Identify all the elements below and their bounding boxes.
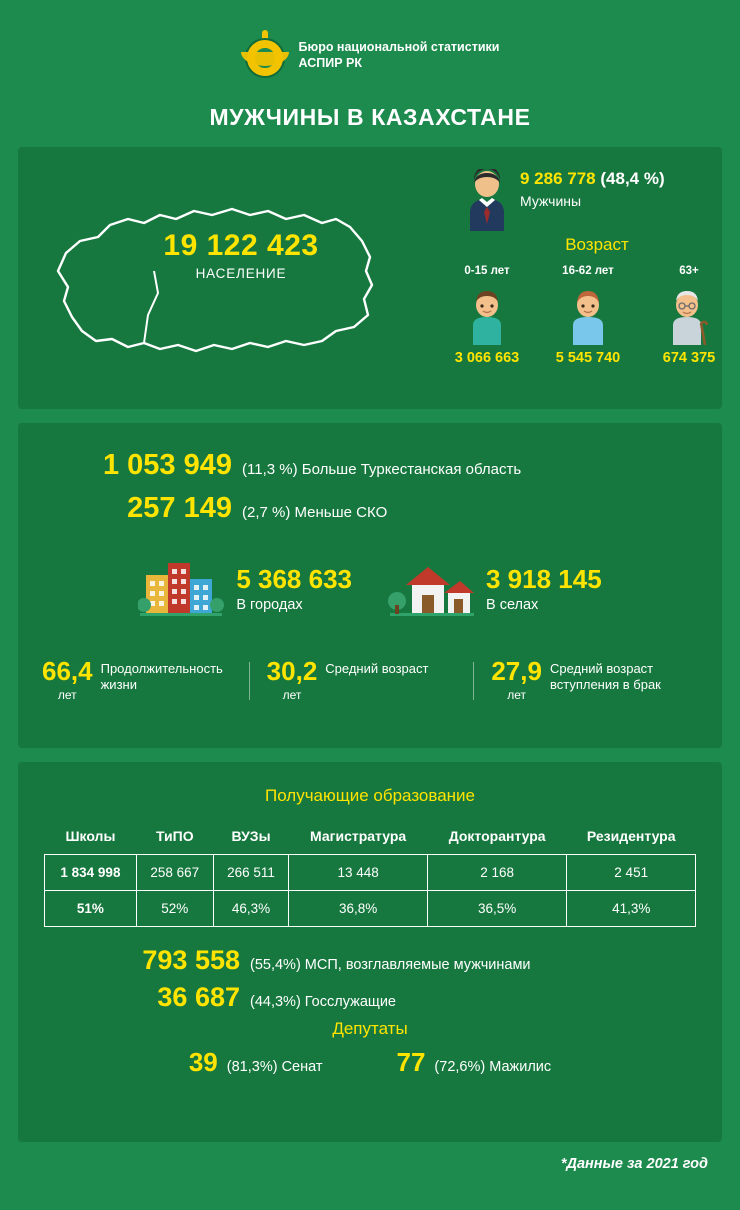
msp-text: (55,4%) МСП, возглавляемые мужчинами [250,957,531,973]
age-group-label: 16-62 лет [562,265,614,277]
table-row [45,891,696,927]
settlement-city [138,553,352,624]
settlement-village [388,553,602,624]
population-panel [18,147,722,409]
settlement-breakdown [18,553,722,624]
cell-tipo-share: 52% [136,891,213,927]
organization-line-2: АСПИР РК [298,56,363,70]
age-group-senior [640,265,738,366]
region-less-number: 257 149 [127,492,232,524]
city-label: В городах [236,597,303,613]
life-expectancy-value: 66,4 [42,656,93,686]
median-age-unit: лет [282,688,302,702]
age-group-young [438,265,536,366]
men-count: 9 286 778 [520,169,596,188]
men-figures [520,169,665,209]
education-panel [18,762,722,1142]
region-less-text: (2,7 %) Меньше СКО [242,504,388,521]
organization-header [18,0,722,82]
organization-name [299,40,500,71]
region-row-less [18,482,722,525]
deputies-mazhilis [397,1047,552,1078]
stat-life-expectancy [42,658,249,702]
businessman-avatar-icon [466,169,508,236]
men-label: Мужчины [520,193,582,209]
population-label: НАСЕЛЕНИЕ [195,266,287,281]
men-summary [466,169,665,236]
organization-line-1: Бюро национальной статистики [298,40,500,55]
senate-number: 39 [188,1047,218,1077]
deputies-row [18,1047,722,1078]
village-houses-icon [388,553,474,624]
village-number: 3 918 145 [486,564,602,594]
elderly-man-avatar-icon [640,283,738,345]
population-number: 19 122 423 [163,229,319,262]
region-more-text: (11,3 %) Больше Туркестанская область [242,461,522,478]
city-buildings-icon [138,553,224,624]
deputies-title: Депутаты [332,1019,408,1038]
column-header-tipo: ТиПО [156,828,194,844]
age-group-label: 0-15 лет [464,265,510,277]
page-title: МУЖЧИНЫ В КАЗАХСТАНЕ [209,104,531,130]
median-age-value: 30,2 [266,656,318,686]
column-header-schools: Школы [65,828,116,844]
cell-doctoral-count: 2 168 [427,855,567,891]
cell-masters-count: 13 448 [289,855,428,891]
education-title: Получающие образование [264,786,476,805]
cell-residency-count: 2 451 [567,855,696,891]
stat-marriage-age [473,658,698,702]
cell-doctoral-share: 36,5% [427,891,567,927]
business-row-msp [18,945,722,976]
column-header-doctoral: Докторантура [448,828,546,844]
column-header-masters: Магистратура [310,828,407,844]
boy-avatar-icon [438,283,536,345]
civil-servants-text: (44,3%) Госслужащие [250,994,396,1010]
mazhilis-number: 77 [396,1047,426,1077]
mazhilis-text: (72,6%) Мажилис [434,1059,552,1075]
village-label: В селах [486,597,539,613]
region-more-number: 1 053 949 [102,449,232,481]
median-age-label: Средний возраст [325,661,429,676]
men-percent: (48,4 %) [600,169,665,188]
business-row-civil-servants [18,982,722,1013]
man-avatar-icon [539,283,637,345]
average-stats [18,658,722,702]
education-table [44,822,696,927]
marriage-age-label: Средний возраст вступления в брак [549,661,661,693]
region-row-more [18,423,722,482]
footnote: *Данные за 2021 год [560,1156,708,1172]
life-expectancy-unit: лет [57,688,77,702]
settlement-village-text [486,564,602,613]
age-section-title: Возраст [565,235,629,254]
civil-servants-number: 36 687 [157,982,240,1012]
age-groups [438,265,738,366]
settlement-city-text [236,564,352,613]
age-group-value: 3 066 663 [454,350,520,366]
age-group-label: 63+ [679,265,699,277]
msp-number: 793 558 [142,945,240,975]
column-header-residency: Резидентура [586,828,676,844]
cell-schools-count: 1 834 998 [45,855,137,891]
cell-universities-count: 266 511 [213,855,289,891]
marriage-age-value: 27,9 [491,656,542,686]
kazakhstan-emblem-icon [241,30,289,82]
cell-universities-share: 46,3% [213,891,289,927]
column-header-universities: ВУЗы [231,828,271,844]
life-expectancy-label: Продолжительность жизни [100,661,223,693]
regions-panel [18,423,722,748]
table-header-row [45,822,696,855]
population-total [136,229,346,281]
cell-residency-share: 41,3% [567,891,696,927]
age-group-adult [539,265,637,366]
age-group-value: 5 545 740 [555,350,621,366]
age-group-value: 674 375 [662,350,716,366]
senate-text: (81,3%) Сенат [226,1059,323,1075]
marriage-age-unit: лет [507,688,527,702]
deputies-senate [189,1047,323,1078]
cell-tipo-count: 258 667 [136,855,213,891]
cell-schools-share: 51% [45,891,137,927]
stat-median-age [249,658,474,702]
table-row [45,855,696,891]
cell-masters-share: 36,8% [289,891,428,927]
city-number: 5 368 633 [236,564,352,594]
